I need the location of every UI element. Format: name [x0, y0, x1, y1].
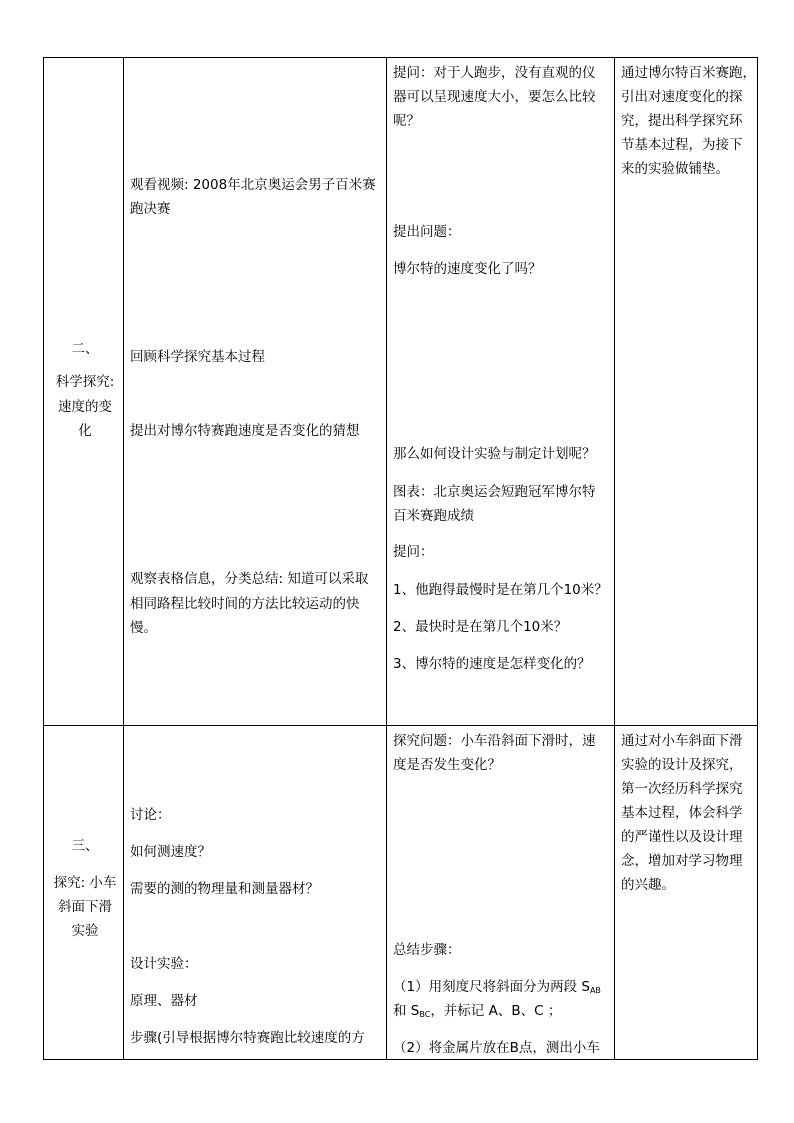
- stage-number: 二、: [71, 341, 99, 357]
- segment-subscript: BC: [419, 1010, 431, 1019]
- design-intent-text: 的兴趣。: [621, 877, 675, 893]
- teacher-activity-text: 3、博尔特的速度是怎样变化的？: [393, 656, 591, 672]
- design-intent-text: 实验的设计及探究，: [621, 757, 743, 773]
- student-activity-text: 观看视频: 2008年北京奥运会男子百米赛: [130, 177, 376, 193]
- stage-title-line: 斜面下滑: [58, 899, 112, 915]
- teacher-activity-text: 探究问题：小车沿斜面下滑时，速: [393, 733, 596, 749]
- design-intent-text: 来的实验做铺垫。: [621, 161, 729, 177]
- stage-title-line: 科学探究:: [55, 374, 115, 390]
- teacher-step-text: 和 S: [393, 1003, 420, 1019]
- design-intent-text: 究，提出科学探究环: [621, 113, 743, 129]
- stage-number: 三、: [71, 838, 99, 854]
- teacher-activity-text: 器可以呈现速度大小，要怎么比较: [393, 89, 596, 105]
- segment-subscript: AB: [589, 986, 601, 995]
- design-intent-text: 念，增加对学习物理: [621, 853, 743, 869]
- column-divider-3: [614, 58, 615, 1059]
- student-activity-text: 相同路程比较时间的方法比较运动的快: [130, 596, 360, 612]
- row-divider: [44, 725, 757, 726]
- column-divider-2: [386, 58, 387, 1059]
- teacher-activity-text: 度是否发生变化？: [393, 757, 501, 773]
- stage-title-line: 探究: 小车: [53, 875, 117, 891]
- stage-title-line: 化: [78, 423, 92, 439]
- student-activity-text: 慢。: [130, 620, 157, 636]
- teacher-activity-text: 图表：北京奥运会短跑冠军博尔特: [393, 484, 596, 500]
- design-intent-text: 节基本过程，为接下: [621, 137, 743, 153]
- stage-title-line: 速度的变: [58, 399, 112, 415]
- teacher-activity-text: （2）将金属片放在B点，测出小车: [393, 1040, 600, 1056]
- teacher-step-text: ，并标记 A、B、C ；: [430, 1003, 562, 1019]
- student-activity-text: 原理、器材: [130, 993, 198, 1009]
- teacher-activity-text: 呢？: [393, 113, 420, 129]
- student-activity-text: 观察表格信息，分类总结: 知道可以采取: [130, 571, 369, 587]
- design-intent-text: 第一次经历科学探究: [621, 781, 743, 797]
- teacher-step-text: （1）用刻度尺将斜面分为两段 S: [393, 979, 590, 995]
- student-activity-text: 设计实验：: [130, 956, 198, 972]
- student-activity-text: 步骤(引导根据博尔特赛跑比较速度的方: [130, 1030, 365, 1046]
- teacher-activity-text: 那么如何设计实验与制定计划呢？: [393, 446, 596, 462]
- stage-title-line: 实验: [71, 923, 99, 939]
- teacher-activity-text: 提问：: [393, 544, 434, 560]
- student-activity-text: 需要的测的物理量和测量器材？: [130, 881, 319, 897]
- design-intent-text: 基本过程，体会科学: [621, 805, 743, 821]
- student-activity-text: 回顾科学探究基本过程: [130, 349, 265, 365]
- student-activity-text: 跑决赛: [130, 201, 171, 217]
- teacher-activity-text: 提出问题：: [393, 224, 461, 240]
- teacher-step-line: [393, 976, 601, 1002]
- teacher-activity-text: 提问：对于人跑步，没有直观的仪: [393, 65, 596, 81]
- teacher-activity-text: 博尔特的速度变化了吗？: [393, 261, 542, 277]
- student-activity-text: 如何测速度？: [130, 844, 211, 860]
- student-activity-text: 讨论：: [130, 807, 171, 823]
- design-intent-text: 通过对小车斜面下滑: [621, 733, 743, 749]
- student-activity-text: 提出对博尔特赛跑速度是否变化的猜想: [130, 423, 360, 439]
- teacher-activity-text: 总结步骤：: [393, 942, 461, 958]
- teacher-activity-text: 百米赛跑成绩: [393, 508, 474, 524]
- design-intent-text: 通过博尔特百米赛跑，: [621, 65, 756, 81]
- design-intent-text: 的严谨性以及设计理: [621, 829, 743, 845]
- teacher-step-line: [393, 1000, 561, 1026]
- design-intent-text: 引出对速度变化的探: [621, 89, 743, 105]
- teacher-activity-text: 1、他跑得最慢时是在第几个10米？: [393, 582, 608, 598]
- teacher-activity-text: 2、最快时是在第几个10米？: [393, 619, 568, 635]
- lesson-plan-table: [43, 57, 758, 1060]
